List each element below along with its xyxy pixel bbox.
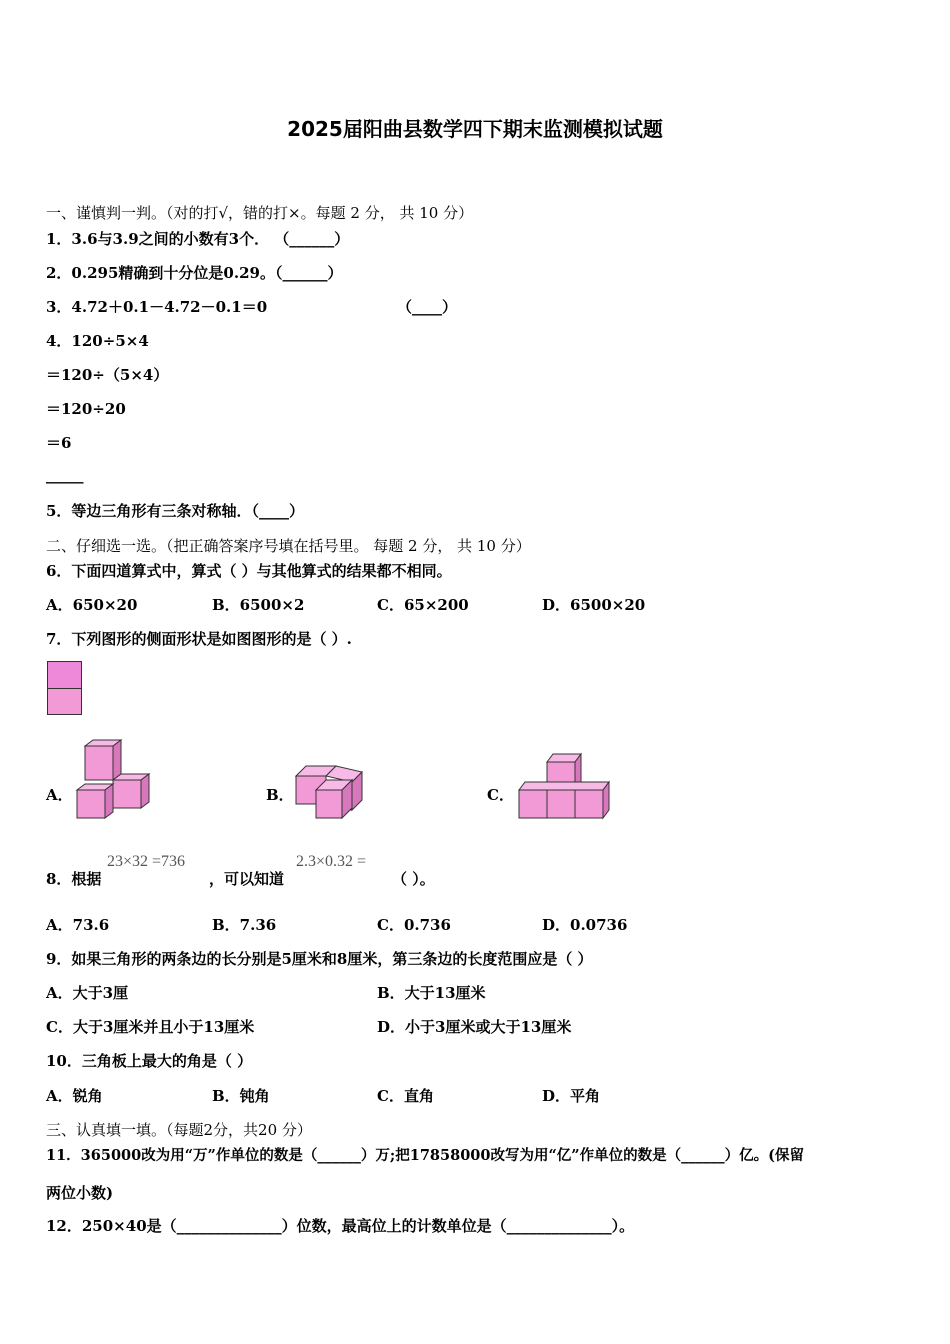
question-8-suffix: （ ）。 — [392, 870, 435, 888]
question-8-option-d: D．0.0736 — [542, 916, 628, 934]
page-title: 2025届阳曲县数学四下期末监测模拟试题 — [287, 117, 663, 141]
question-11-line-2: 两位小数) — [46, 1184, 114, 1202]
question-5: 5．等边三角形有三条对称轴．（____） — [46, 502, 304, 520]
question-6-option-c: C．65×200 — [377, 596, 469, 614]
question-7-option-b: B． — [266, 786, 294, 804]
section-3-heading: 三、认真填一填。（每题2分，共20 分） — [46, 1121, 312, 1139]
side-view-figure — [47, 661, 83, 717]
question-8-middle: ，可以知道 — [209, 870, 285, 888]
question-4-line-2: ＝120÷（5×4） — [46, 366, 169, 384]
question-8-prefix: 8．根据 — [46, 870, 102, 888]
question-8-option-c: C．0.736 — [377, 916, 451, 934]
section-1-heading: 一、谨慎判一判。（对的打√，错的打×。每题 2 分， 共 10 分） — [46, 204, 474, 222]
question-1: 1．3.6与3.9之间的小数有3个． （______） — [46, 230, 350, 248]
question-4-line-1: 4．120÷5×4 — [46, 332, 149, 350]
question-9-option-d: D．小于3厘米或大于13厘米 — [377, 1018, 572, 1036]
question-7-option-c: C． — [487, 786, 514, 804]
question-4-line-4: ＝6 — [46, 434, 72, 452]
question-3: 3．4.72＋0.1－4.72－0.1＝0 — [46, 298, 268, 316]
question-9-option-b: B．大于13厘米 — [377, 984, 486, 1002]
question-8-option-a: A．73.6 — [46, 916, 110, 934]
question-6: 6．下面四道算式中，算式（ ）与其他算式的结果都不相同。 — [46, 562, 452, 580]
question-7: 7．下列图形的侧面形状是如图图形的是（ ）. — [46, 630, 352, 648]
cube-figure-b — [290, 758, 380, 828]
question-10-option-b: B．钝角 — [212, 1087, 270, 1105]
question-10-option-d: D．平角 — [542, 1087, 601, 1105]
question-2: 2．0.295精确到十分位是0.29。（______） — [46, 264, 343, 282]
question-11-line-1: 11．365000改为用“万”作单位的数是（______）万;把17858000改写为用“亿”作单位的数是（______）亿。(保留 — [46, 1147, 804, 1164]
question-6-option-d: D．6500×20 — [542, 596, 646, 614]
question-10-option-c: C．直角 — [377, 1087, 434, 1105]
question-8-formula-1: 23×32 =736 — [107, 853, 186, 870]
question-4-line-3: ＝120÷20 — [46, 400, 126, 418]
question-8-option-b: B．7.36 — [212, 916, 277, 934]
question-9: 9．如果三角形的两条边的长分别是5厘米和8厘米，第三条边的长度范围应是（ ） — [46, 950, 593, 968]
question-4-blank: _____ — [46, 466, 84, 484]
question-3-blank: （____） — [397, 298, 458, 316]
question-8-formula-2: 2.3×0.32 = — [296, 853, 367, 870]
question-6-option-b: B．6500×2 — [212, 596, 305, 614]
question-9-option-c: C．大于3厘米并且小于13厘米 — [46, 1018, 255, 1036]
question-10-option-a: A．锐角 — [46, 1087, 103, 1105]
cube-figure-a — [70, 738, 160, 828]
question-10: 10．三角板上最大的角是（ ） — [46, 1052, 253, 1070]
section-2-heading: 二、仔细选一选。（把正确答案序号填在括号里。 每题 2 分， 共 10 分） — [46, 537, 531, 555]
question-9-option-a: A．大于3厘 — [46, 984, 129, 1002]
cube-figure-c — [515, 748, 615, 828]
question-6-option-a: A．650×20 — [46, 596, 138, 614]
question-7-option-a: A． — [46, 786, 73, 804]
question-12: 12．250×40是（______________）位数，最高位上的计数单位是（______________）。 — [46, 1217, 635, 1235]
